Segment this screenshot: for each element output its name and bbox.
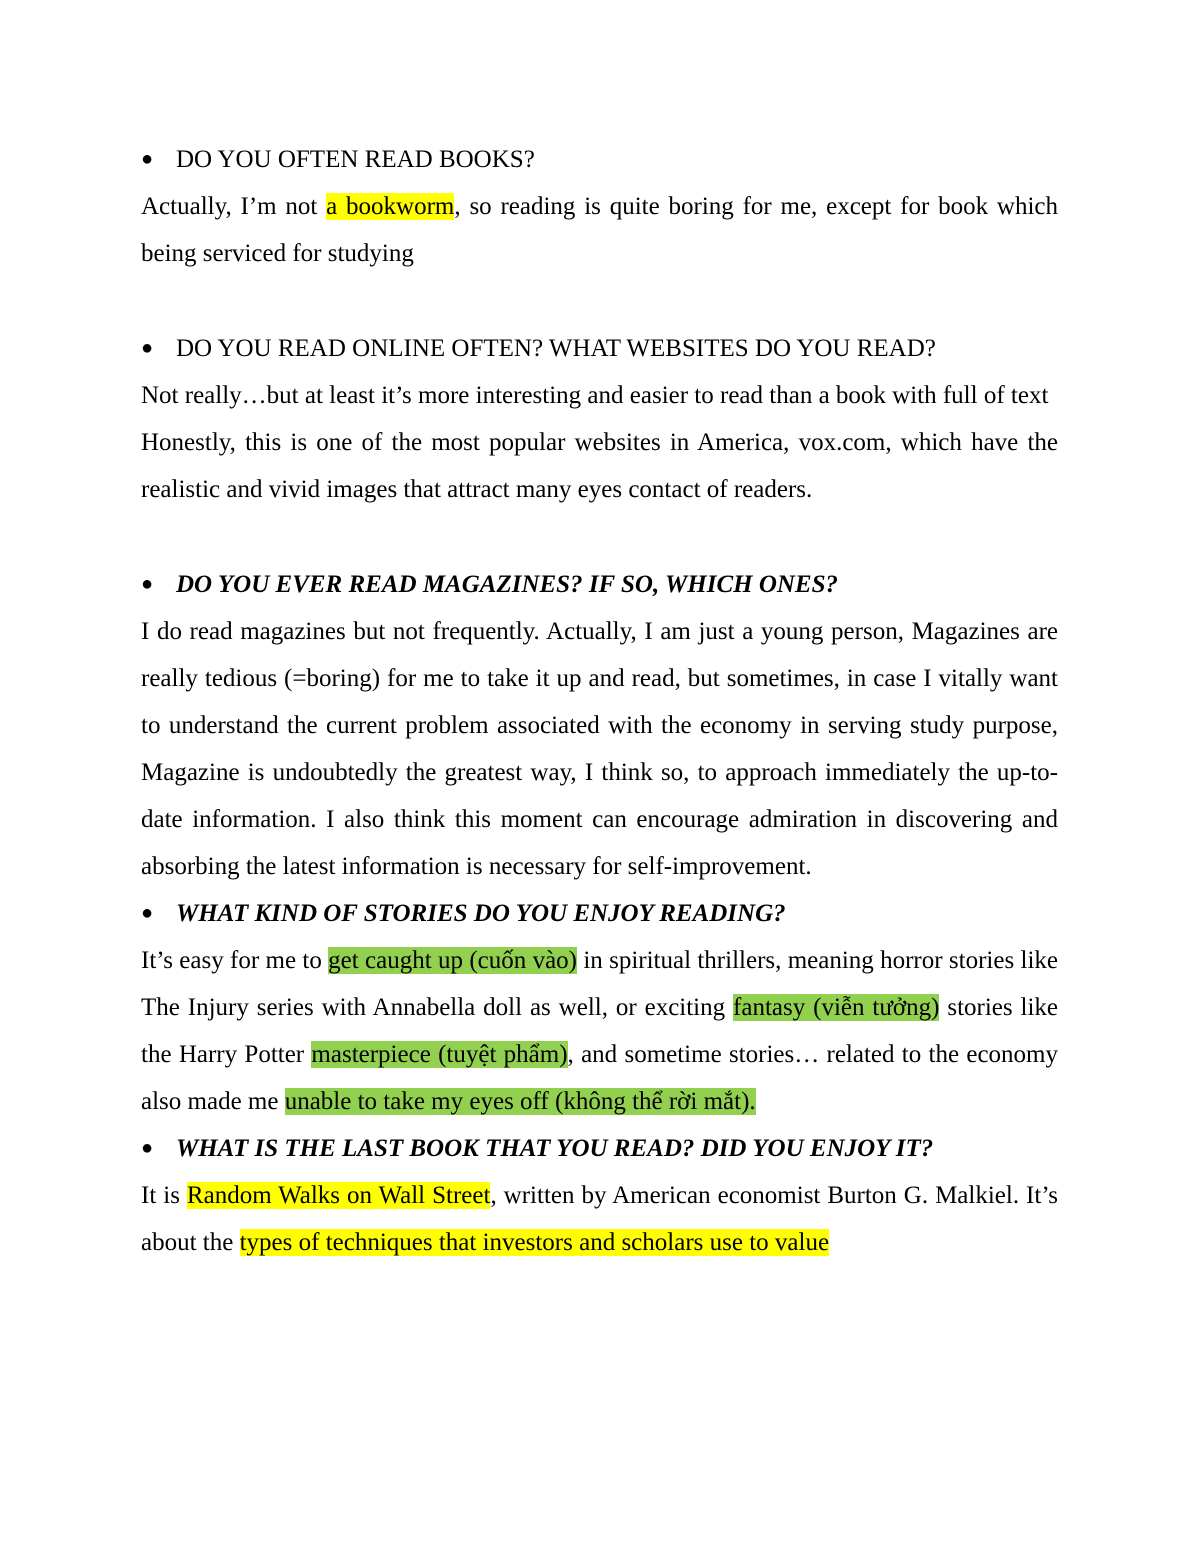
question-heading — [141, 561, 1058, 608]
question-heading — [141, 136, 1058, 183]
answer-paragraph — [141, 183, 1058, 277]
answer-text: , and sometime stories… related to the economy also made me — [141, 1041, 1058, 1115]
bullet-icon: ● — [141, 1137, 154, 1159]
question-heading — [141, 890, 1058, 937]
highlighted-phrase: fantasy (viễn tưởng) — [733, 994, 940, 1021]
answer-text: Actually, I’m not — [141, 193, 327, 220]
question-text: WHAT IS THE LAST BOOK THAT YOU READ? DID YOU ENJOY IT? — [176, 1135, 934, 1162]
answer-paragraph: I do read magazines but not frequently. Actually, I am just a young person, Magazines are really tedious (=boring) for me to take it up and read, but sometimes, in case I vitally want to understand the current problem associated with the economy in serving study purpose, Magazine is undoubtedly the greatest way, I think so, to approach immediately the up-to-date information. I also think this moment can encourage admiration in discovering and absorbing the latest information is necessary for self-improvement. — [141, 618, 1058, 880]
highlighted-phrase: get caught up (cuốn vào) — [328, 947, 577, 974]
answer-text: , written by American economist Burton G. Malkiel. It’s about the — [141, 1182, 1059, 1256]
answer-paragraph — [141, 1172, 1058, 1266]
question-text: DO YOU EVER READ MAGAZINES? IF SO, WHICH ONES? — [176, 571, 838, 598]
answer-paragraph: Not really…but at least it’s more interesting and easier to read than a book with full of text — [141, 382, 1049, 409]
answer-text: , so reading is quite boring for me, except for book which being serviced for studying — [141, 193, 1058, 267]
bullet-icon: ● — [141, 148, 154, 170]
answer-text: It’s easy for me to — [141, 947, 329, 974]
question-text: WHAT KIND OF STORIES DO YOU ENJOY READING? — [176, 900, 786, 927]
question-text: DO YOU READ ONLINE OFTEN? WHAT WEBSITES DO YOU READ? — [176, 335, 936, 362]
question-heading — [141, 1125, 1058, 1172]
answer-text: stories like the Harry Potter — [141, 994, 1058, 1068]
bullet-icon: ● — [141, 337, 154, 359]
question-text: DO YOU OFTEN READ BOOKS? — [176, 146, 535, 173]
answer-paragraph — [141, 937, 1058, 1125]
highlighted-phrase: types of techniques that investors and scholars use to value — [239, 1229, 830, 1256]
question-heading — [141, 325, 1058, 372]
highlighted-phrase: masterpiece (tuyệt phẩm) — [311, 1041, 568, 1068]
highlighted-phrase: a bookworm — [326, 193, 455, 220]
answer-text: in spiritual thrillers, meaning horror stories like The Injury series with Annabella doll as well, or exciting — [141, 947, 1058, 1021]
highlighted-phrase: Random Walks on Wall Street — [186, 1182, 491, 1209]
bullet-icon: ● — [141, 902, 154, 924]
document-body — [141, 136, 1058, 1266]
answer-text: It is — [141, 1182, 187, 1209]
answer-paragraph: Honestly, this is one of the most popular websites in America, vox.com, which have the realistic and vivid images that attract many eyes contact of readers. — [141, 429, 1058, 503]
bullet-icon: ● — [141, 573, 154, 595]
highlighted-phrase: unable to take my eyes off (không thể rời mắt). — [284, 1088, 756, 1115]
